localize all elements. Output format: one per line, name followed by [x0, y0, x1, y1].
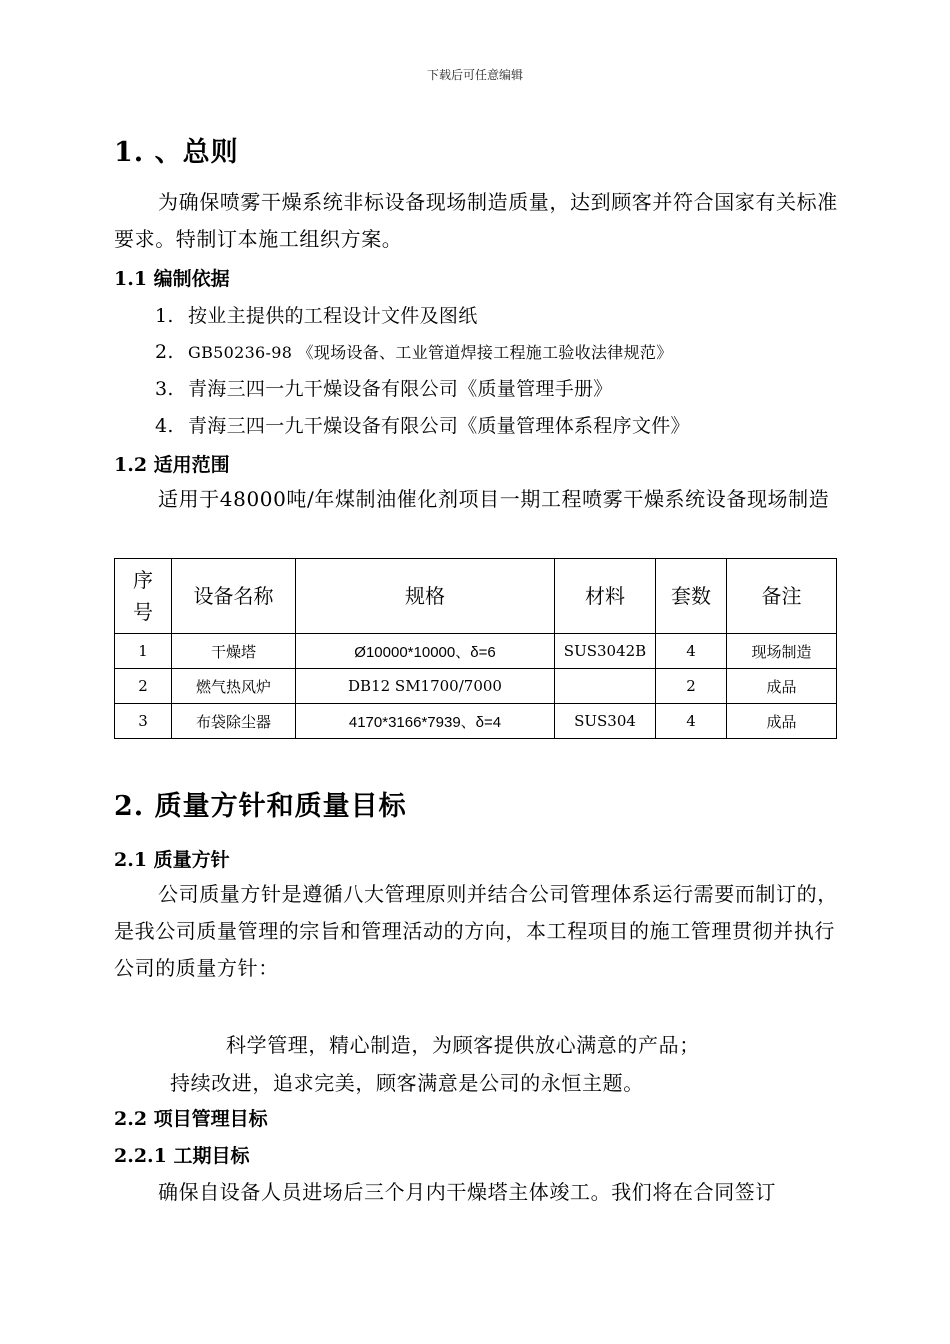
- table-cell: [555, 669, 656, 704]
- policy-slogan-2: 持续改进，追求完美，顾客满意是公司的永恒主题。: [170, 1071, 644, 1095]
- table-cell: SUS304: [555, 704, 656, 739]
- table-cell: 布袋除尘器: [172, 704, 296, 739]
- table-cell: 4: [656, 704, 727, 739]
- table-header-row: [115, 559, 837, 634]
- table-row: [115, 634, 837, 669]
- table-header-cell: 套数: [656, 559, 727, 634]
- scope-text: 适用于48000吨/年煤制油催化剂项目一期工程喷雾干燥系统设备现场制造: [158, 487, 830, 511]
- basis-item: [155, 340, 673, 363]
- basis-item: [155, 301, 478, 328]
- table-row: [115, 704, 837, 739]
- section-1-intro: 为确保喷雾干燥系统非标设备现场制造质量，达到顾客并符合国家有关标准要求。特制订本施工组织方案。: [114, 190, 838, 251]
- table-header-cell: 设备名称: [172, 559, 296, 634]
- basis-item-text: 青海三四一九干燥设备有限公司《质量管理体系程序文件》: [188, 415, 690, 437]
- basis-item-number: 1.: [155, 305, 174, 327]
- section-1-title: 1. 、总则: [114, 137, 239, 168]
- section-2-title: 2. 质量方针和质量目标: [114, 791, 407, 822]
- policy-title: 2.1 质量方针: [114, 849, 230, 871]
- basis-item-text: GB50236-98 《现场设备、工业管道焊接工程施工验收法律规范》: [188, 343, 673, 362]
- table-cell: 2: [656, 669, 727, 704]
- table-cell: 成品: [727, 669, 837, 704]
- table-cell: 现场制造: [727, 634, 837, 669]
- basis-item: [155, 374, 613, 401]
- basis-item: [155, 411, 690, 438]
- table-header-cell: 规格: [296, 559, 555, 634]
- policy-text: 公司质量方针是遵循八大管理原则并结合公司管理体系运行需要而制订的，是我公司质量管理的宗旨和管理活动的方向，本工程项目的施工管理贯彻并执行公司的质量方针：: [114, 882, 838, 980]
- table-row: [115, 669, 837, 704]
- table-header-cell: 备注: [727, 559, 837, 634]
- schedule-title: 2.2.1 工期目标: [114, 1145, 250, 1167]
- table-cell: 4: [656, 634, 727, 669]
- target-title: 2.2 项目管理目标: [114, 1108, 268, 1130]
- basis-item-number: 3.: [155, 378, 174, 400]
- basis-item-text: 青海三四一九干燥设备有限公司《质量管理手册》: [188, 378, 613, 400]
- scope-title: 1.2 适用范围: [114, 454, 230, 476]
- table-cell: 成品: [727, 704, 837, 739]
- schedule-text: 确保自设备人员进场后三个月内干燥塔主体竣工。我们将在合同签订: [158, 1180, 776, 1204]
- table-cell: 1: [115, 634, 172, 669]
- table-cell: 3: [115, 704, 172, 739]
- table-cell: 4170*3166*7939、δ=4: [296, 704, 555, 739]
- basis-item-number: 2.: [155, 341, 174, 363]
- table-cell: SUS3042B: [555, 634, 656, 669]
- table-cell: 干燥塔: [172, 634, 296, 669]
- equipment-table: [114, 558, 837, 739]
- table-header-cell: 序号: [115, 559, 172, 634]
- table-cell: 2: [115, 669, 172, 704]
- table-cell: 燃气热风炉: [172, 669, 296, 704]
- table-cell: DB12 SM1700/7000: [296, 669, 555, 704]
- basis-title: 1.1 编制依据: [114, 268, 230, 290]
- policy-slogan-1: 科学管理，精心制造，为顾客提供放心满意的产品；: [226, 1033, 700, 1057]
- basis-item-number: 4.: [155, 415, 174, 437]
- basis-item-text: 按业主提供的工程设计文件及图纸: [188, 305, 478, 327]
- page-header: 下载后可任意编辑: [426, 68, 523, 82]
- table-cell: Ø10000*10000、δ=6: [296, 634, 555, 669]
- table-header-cell: 材料: [555, 559, 656, 634]
